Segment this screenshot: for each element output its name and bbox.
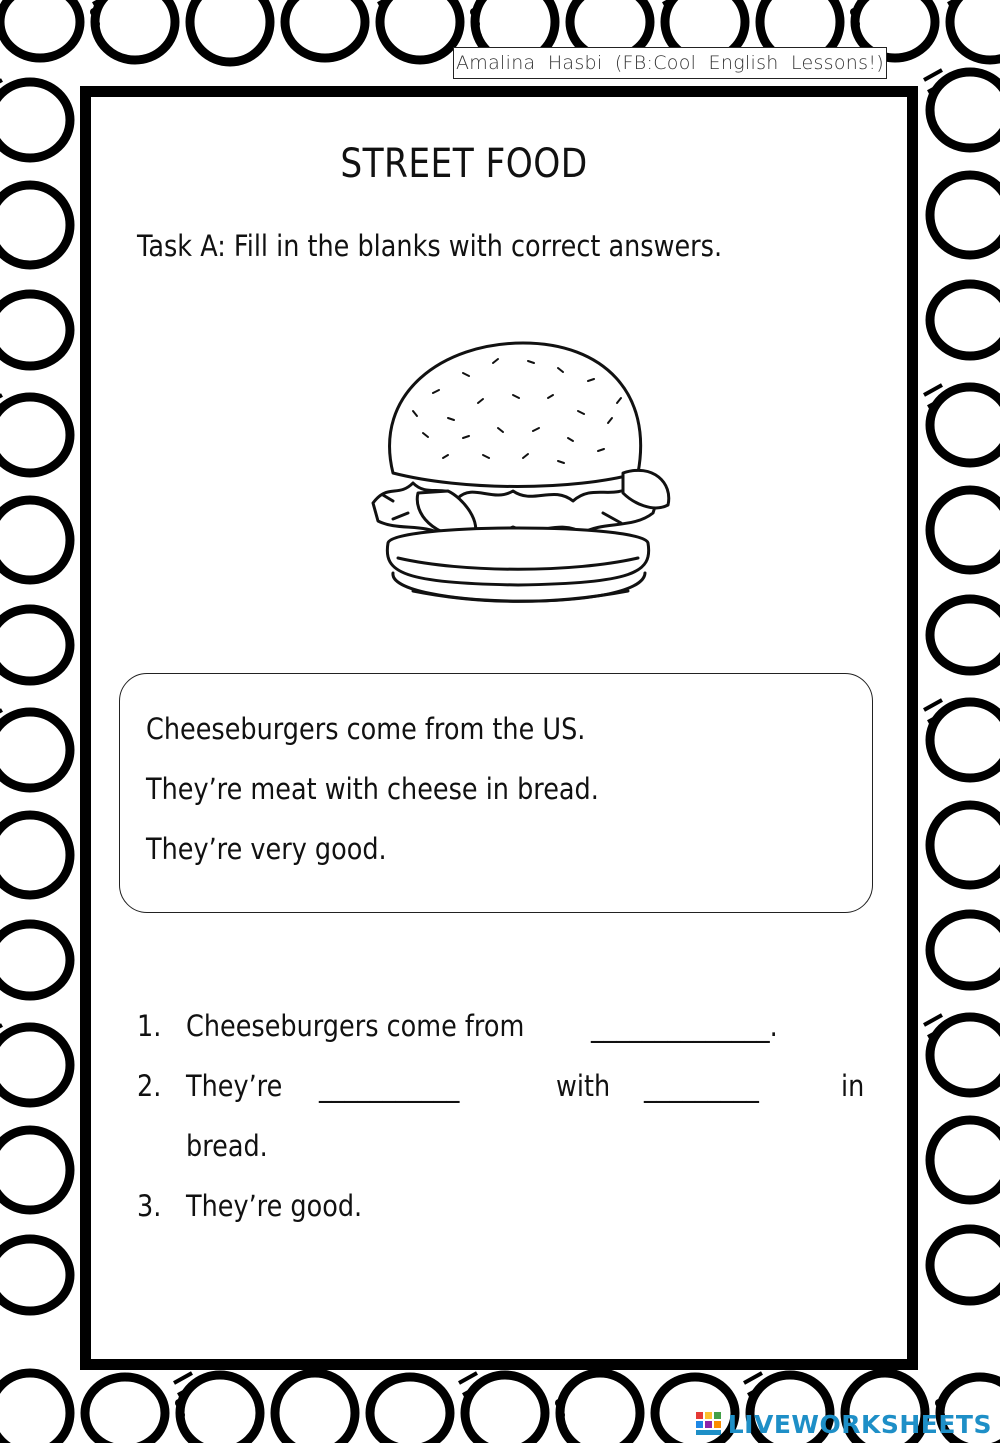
border-circle (370, 1377, 450, 1443)
question-3-number: 3. (137, 1189, 162, 1223)
question-2-text-c: in (841, 1069, 865, 1103)
question-2-number: 2. (137, 1069, 162, 1103)
question-1-blank[interactable]: ______________. (591, 1009, 778, 1043)
reading-line-2: They’re meat with cheese in bread. (146, 772, 599, 806)
border-circle (930, 1120, 1000, 1200)
reading-passage-box (119, 673, 873, 913)
reading-line-3: They’re very good. (146, 832, 387, 866)
border-circle (0, 500, 70, 580)
question-2-blank-2[interactable]: _________ (644, 1069, 759, 1103)
border-circle (0, 294, 70, 366)
task-instruction: Task A: Fill in the blanks with correct answers. (137, 229, 723, 263)
border-circle (930, 1229, 1000, 1301)
border-circle (930, 914, 1000, 986)
reading-line-1: Cheeseburgers come from the US. (146, 712, 586, 746)
border-circle (0, 82, 70, 158)
page-title: STREET FOOD (340, 141, 588, 187)
border-circle (0, 924, 70, 996)
question-1-text: Cheeseburgers come from (186, 1009, 525, 1043)
question-2-text-d: bread. (186, 1129, 268, 1163)
author-credit: Amalina Hasbi (FB:Cool English Lessons!) (453, 47, 887, 79)
liveworksheets-logo-icon (696, 1412, 722, 1436)
border-circle (285, 0, 365, 58)
border-circle (190, 0, 270, 62)
question-2-text-b: with (556, 1069, 611, 1103)
border-circle (560, 1373, 640, 1443)
cheeseburger-illustration (353, 333, 683, 613)
border-circle (930, 805, 1000, 885)
border-circle (0, 1027, 70, 1103)
question-2-text-a: They’re (186, 1069, 283, 1103)
question-3-text: They’re good. (186, 1189, 363, 1223)
border-circle (0, 712, 70, 788)
border-circle (930, 599, 1000, 671)
border-circle (0, 609, 70, 681)
border-circle (0, 1130, 70, 1210)
border-circle (950, 0, 1000, 60)
border-circle (95, 0, 175, 60)
border-circle (275, 1373, 355, 1443)
border-circle (0, 1239, 70, 1311)
border-circle (85, 1377, 165, 1443)
branding-text: LIVEWORKSHEETS (727, 1409, 992, 1439)
border-circle (930, 175, 1000, 255)
worksheet-page (80, 86, 918, 1370)
border-circle (0, 185, 70, 265)
border-circle (0, 1373, 70, 1443)
border-circle (380, 0, 460, 60)
question-2-blank-1[interactable]: ___________ (319, 1069, 460, 1103)
question-1-number: 1. (137, 1009, 162, 1043)
border-circle (930, 284, 1000, 356)
border-circle (930, 490, 1000, 570)
liveworksheets-badge (696, 1409, 992, 1439)
border-circle (0, 0, 80, 58)
border-circle (0, 397, 70, 473)
border-circle (0, 815, 70, 895)
